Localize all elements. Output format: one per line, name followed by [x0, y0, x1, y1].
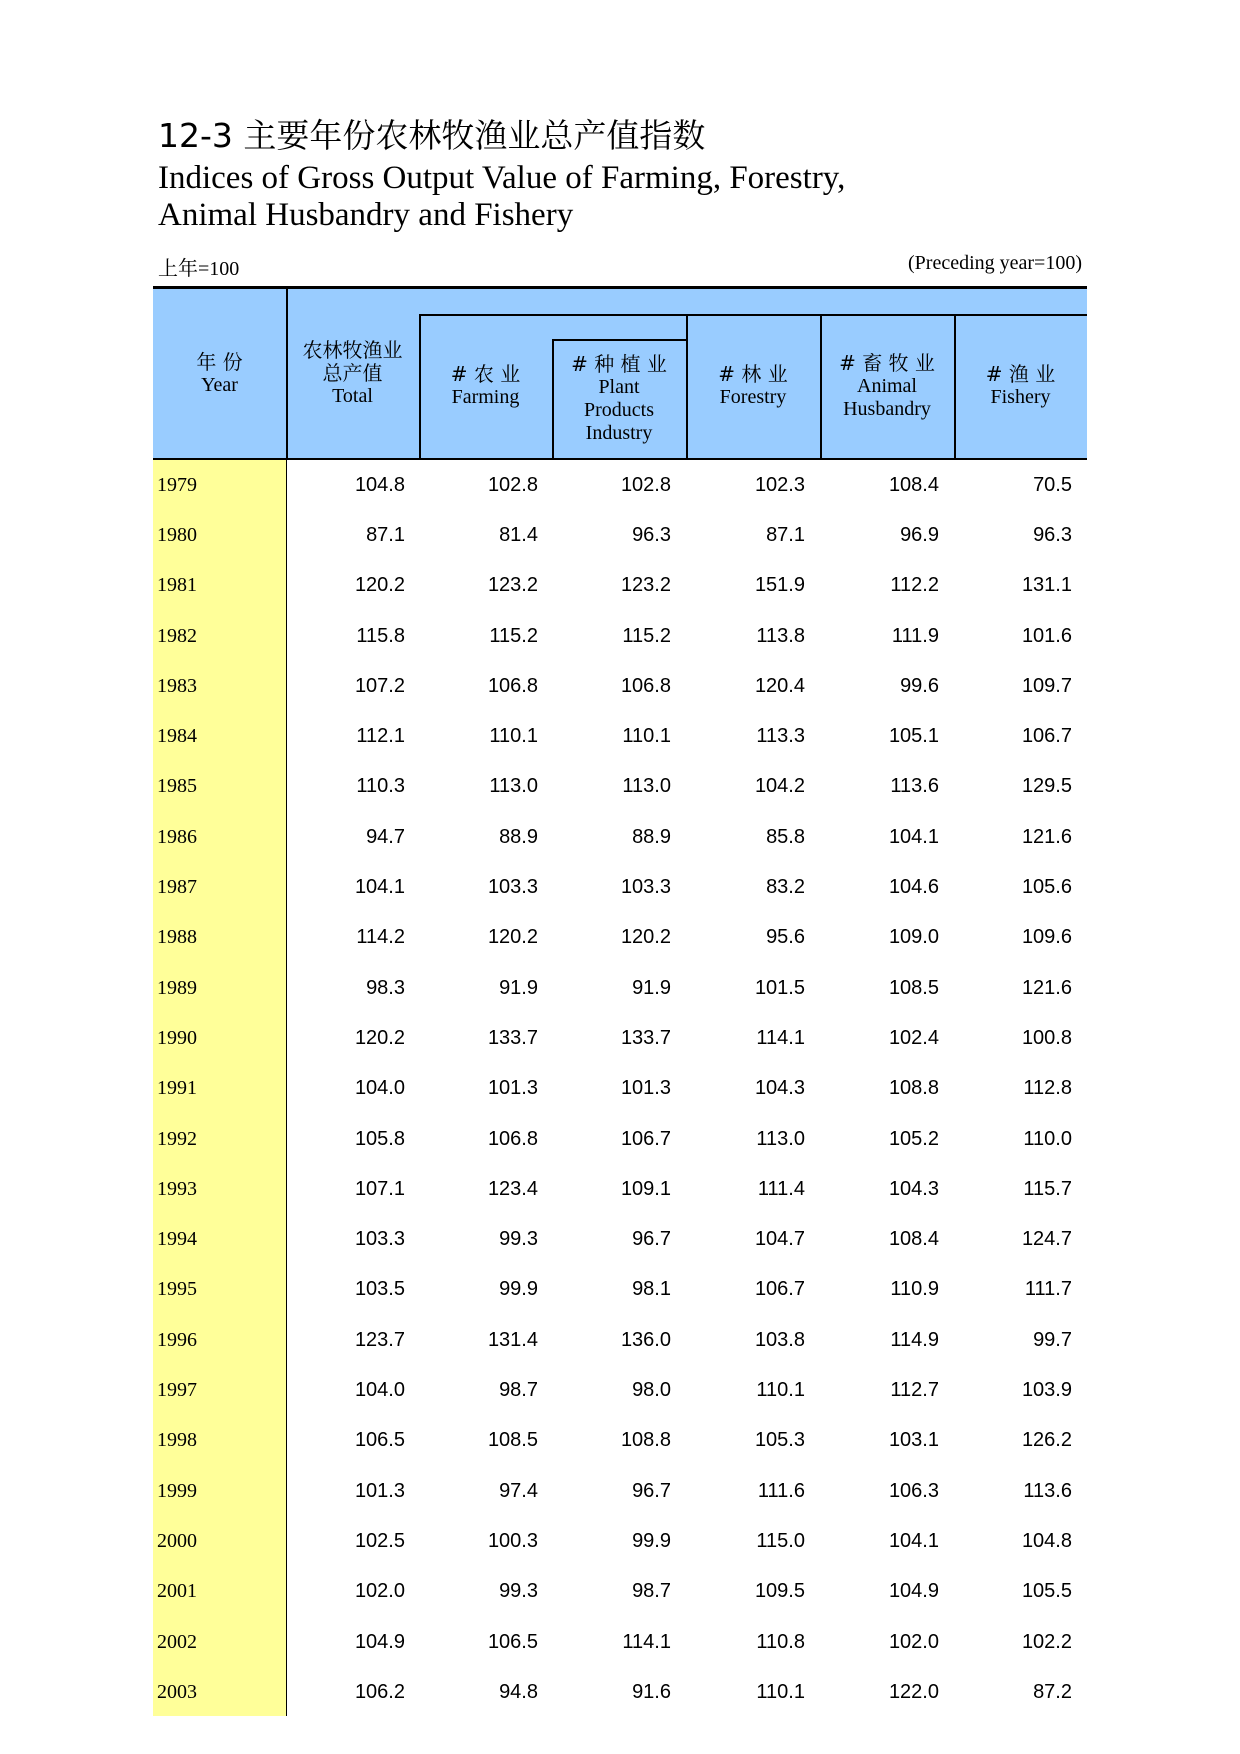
table-row — [153, 913, 1087, 963]
cell-total: 106.5 — [354, 1429, 405, 1452]
table-row — [153, 1315, 1087, 1365]
cell-farming: 81.4 — [499, 523, 538, 546]
header-forestry-en: Forestry — [719, 386, 787, 408]
cell-fishery: 105.6 — [1021, 876, 1072, 899]
cell-forestry: 104.2 — [754, 775, 805, 798]
cell-total: 112.1 — [356, 725, 405, 748]
header-subgroup-line — [552, 339, 686, 341]
cell-plant: 96.7 — [632, 1479, 671, 1502]
cell-animal: 99.6 — [900, 674, 939, 697]
cell-plant: 88.9 — [632, 825, 671, 848]
cell-animal: 104.3 — [888, 1177, 939, 1200]
table-row — [153, 1617, 1087, 1667]
header-divider — [686, 314, 688, 458]
cell-forestry: 113.3 — [756, 725, 805, 748]
table-row — [153, 1013, 1087, 1063]
cell-forestry: 114.1 — [756, 1026, 805, 1049]
cell-plant: 98.7 — [632, 1580, 671, 1603]
cell-farming: 98.7 — [499, 1379, 538, 1402]
header-fishery-en: Fishery — [990, 386, 1051, 408]
table-row — [153, 661, 1087, 711]
cell-plant: 101.3 — [620, 1077, 671, 1100]
cell-fishery: 113.6 — [1023, 1479, 1072, 1502]
cell-year: 2000 — [157, 1529, 197, 1552]
header-fishery — [954, 314, 1087, 458]
cell-fishery: 104.8 — [1021, 1529, 1072, 1552]
cell-year: 1990 — [157, 1026, 197, 1049]
header-forestry-cn: # 林 业 — [718, 362, 788, 386]
cell-plant: 133.7 — [620, 1026, 671, 1049]
header-animal-en1: Animal — [857, 374, 917, 397]
cell-forestry: 106.7 — [754, 1278, 805, 1301]
cell-forestry: 110.8 — [756, 1630, 805, 1653]
cell-forestry: 109.5 — [754, 1580, 805, 1603]
cell-fishery: 121.6 — [1021, 825, 1072, 848]
header-plant-en2: Products — [584, 398, 654, 421]
table-row — [153, 1466, 1087, 1516]
table-row — [153, 963, 1087, 1013]
cell-animal: 113.6 — [890, 775, 939, 798]
cell-plant: 98.1 — [632, 1278, 671, 1301]
cell-plant: 98.0 — [632, 1379, 671, 1402]
header-divider — [954, 314, 956, 458]
header-year-cn: 年 份 — [196, 349, 243, 374]
cell-animal: 106.3 — [888, 1479, 939, 1502]
cell-animal: 104.1 — [888, 825, 939, 848]
cell-year: 1980 — [157, 523, 197, 546]
cell-animal: 108.5 — [888, 976, 939, 999]
cell-total: 107.1 — [354, 1177, 405, 1200]
cell-forestry: 110.1 — [756, 1680, 805, 1703]
cell-forestry: 111.4 — [757, 1177, 805, 1200]
cell-farming: 94.8 — [499, 1680, 538, 1703]
cell-farming: 100.3 — [487, 1529, 538, 1552]
cell-forestry: 104.3 — [754, 1077, 805, 1100]
cell-year: 1988 — [157, 926, 197, 949]
cell-fishery: 109.7 — [1021, 674, 1072, 697]
cell-plant: 136.0 — [620, 1328, 671, 1351]
table-row — [153, 862, 1087, 912]
header-plant-en3: Industry — [585, 421, 653, 444]
header-total-en: Total — [332, 385, 373, 407]
cell-forestry: 102.3 — [754, 473, 805, 496]
header-divider — [552, 339, 554, 458]
cell-year: 1994 — [157, 1228, 197, 1251]
cell-total: 107.2 — [354, 674, 405, 697]
header-year-en: Year — [201, 373, 238, 396]
header-plant-cn: # 种 植 业 — [571, 351, 667, 376]
cell-farming: 113.0 — [489, 775, 538, 798]
cell-animal: 111.9 — [891, 624, 939, 647]
header-divider — [820, 314, 822, 458]
cell-forestry: 87.1 — [766, 523, 805, 546]
cell-total: 123.7 — [354, 1328, 405, 1351]
cell-forestry: 85.8 — [766, 825, 805, 848]
cell-fishery: 121.6 — [1021, 976, 1072, 999]
cell-total: 120.2 — [354, 574, 405, 597]
cell-year: 1979 — [157, 473, 197, 496]
cell-fishery: 103.9 — [1021, 1379, 1072, 1402]
cell-animal: 96.9 — [900, 523, 939, 546]
cell-total: 103.3 — [354, 1228, 405, 1251]
cell-forestry: 111.6 — [757, 1479, 805, 1502]
cell-fishery: 129.5 — [1021, 775, 1072, 798]
header-farming — [419, 314, 552, 458]
cell-year: 2003 — [157, 1680, 197, 1703]
cell-farming: 115.2 — [489, 624, 538, 647]
cell-year: 1992 — [157, 1127, 197, 1150]
cell-year: 1991 — [157, 1077, 197, 1100]
unit-cn: 上年=100 — [158, 258, 240, 280]
cell-plant: 115.2 — [622, 624, 671, 647]
cell-fishery: 115.7 — [1023, 1177, 1072, 1200]
table-row — [153, 1215, 1087, 1265]
cell-farming: 106.8 — [487, 1127, 538, 1150]
table-row — [153, 812, 1087, 862]
cell-fishery: 124.7 — [1021, 1228, 1072, 1251]
table-row — [153, 611, 1087, 661]
header-farming-en: Farming — [451, 386, 520, 408]
title-en — [158, 160, 845, 234]
cell-farming: 123.2 — [487, 574, 538, 597]
header-divider — [419, 314, 421, 458]
unit-en: (Preceding year=100) — [908, 252, 1082, 274]
cell-farming: 120.2 — [487, 926, 538, 949]
cell-year: 1998 — [157, 1429, 197, 1452]
header-total — [286, 289, 419, 458]
cell-forestry: 115.0 — [756, 1529, 805, 1552]
cell-plant: 96.3 — [632, 523, 671, 546]
cell-total: 104.0 — [354, 1077, 405, 1100]
cell-forestry: 110.1 — [756, 1379, 805, 1402]
cell-year: 1993 — [157, 1177, 197, 1200]
cell-farming: 106.8 — [487, 674, 538, 697]
cell-fishery: 96.3 — [1033, 523, 1072, 546]
cell-fishery: 109.6 — [1021, 926, 1072, 949]
table-row — [153, 460, 1087, 510]
table-header — [153, 286, 1087, 460]
cell-forestry: 151.9 — [754, 574, 805, 597]
header-total-cn2: 总产值 — [322, 361, 383, 385]
cell-fishery: 106.7 — [1021, 725, 1072, 748]
cell-plant: 91.6 — [632, 1680, 671, 1703]
cell-forestry: 105.3 — [754, 1429, 805, 1452]
cell-total: 102.0 — [354, 1580, 405, 1603]
header-animal-en2: Husbandry — [843, 397, 931, 420]
cell-total: 104.9 — [354, 1630, 405, 1653]
cell-animal: 104.1 — [888, 1529, 939, 1552]
cell-farming: 108.5 — [487, 1429, 538, 1452]
header-divider — [286, 289, 288, 458]
header-group-line — [419, 314, 1087, 316]
cell-animal: 104.9 — [888, 1580, 939, 1603]
cell-year: 1981 — [157, 574, 197, 597]
cell-farming: 123.4 — [487, 1177, 538, 1200]
table-row — [153, 1567, 1087, 1617]
table-row — [153, 1064, 1087, 1114]
cell-farming: 101.3 — [487, 1077, 538, 1100]
cell-total: 87.1 — [366, 523, 405, 546]
cell-plant: 96.7 — [632, 1228, 671, 1251]
cell-forestry: 113.8 — [756, 624, 805, 647]
cell-plant: 103.3 — [620, 876, 671, 899]
cell-year: 1986 — [157, 825, 197, 848]
table-row — [153, 1667, 1087, 1717]
cell-forestry: 104.7 — [754, 1228, 805, 1251]
cell-fishery: 99.7 — [1033, 1328, 1072, 1351]
cell-year: 1983 — [157, 674, 197, 697]
header-forestry — [686, 314, 820, 458]
cell-animal: 102.0 — [888, 1630, 939, 1653]
cell-plant: 106.7 — [620, 1127, 671, 1150]
cell-fishery: 70.5 — [1033, 473, 1072, 496]
header-plant-en1: Plant — [598, 375, 640, 398]
cell-farming: 103.3 — [487, 876, 538, 899]
cell-fishery: 131.1 — [1021, 574, 1072, 597]
table-row — [153, 1365, 1087, 1415]
cell-animal: 110.9 — [890, 1278, 939, 1301]
cell-farming: 99.9 — [499, 1278, 538, 1301]
cell-plant: 108.8 — [620, 1429, 671, 1452]
cell-total: 115.8 — [356, 624, 405, 647]
cell-plant: 113.0 — [622, 775, 671, 798]
cell-plant: 109.1 — [620, 1177, 671, 1200]
cell-year: 1987 — [157, 876, 197, 899]
table-row — [153, 1516, 1087, 1566]
cell-forestry: 113.0 — [756, 1127, 805, 1150]
cell-total: 101.3 — [354, 1479, 405, 1502]
cell-animal: 102.4 — [888, 1026, 939, 1049]
cell-plant: 110.1 — [622, 725, 671, 748]
cell-total: 120.2 — [354, 1026, 405, 1049]
cell-fishery: 87.2 — [1033, 1680, 1072, 1703]
cell-fishery: 101.6 — [1021, 624, 1072, 647]
header-plant — [552, 339, 686, 458]
cell-animal: 114.9 — [890, 1328, 939, 1351]
table-row — [153, 510, 1087, 560]
title-en-line2: Animal Husbandry and Fishery — [158, 197, 574, 233]
table-row — [153, 1114, 1087, 1164]
cell-year: 1982 — [157, 624, 197, 647]
cell-fishery: 110.0 — [1023, 1127, 1072, 1150]
cell-animal: 105.2 — [888, 1127, 939, 1150]
cell-plant: 99.9 — [632, 1529, 671, 1552]
cell-total: 105.8 — [354, 1127, 405, 1150]
cell-year: 1999 — [157, 1479, 197, 1502]
cell-total: 104.8 — [354, 473, 405, 496]
header-fishery-cn: # 渔 业 — [985, 362, 1056, 386]
cell-year: 1985 — [157, 775, 197, 798]
cell-total: 104.1 — [354, 876, 405, 899]
cell-animal: 108.4 — [888, 1228, 939, 1251]
cell-farming: 131.4 — [487, 1328, 538, 1351]
cell-year: 2002 — [157, 1630, 197, 1653]
cell-plant: 91.9 — [632, 976, 671, 999]
cell-forestry: 95.6 — [766, 926, 805, 949]
cell-plant: 114.1 — [622, 1630, 671, 1653]
table-row — [153, 1164, 1087, 1214]
cell-total: 106.2 — [354, 1680, 405, 1703]
cell-animal: 112.2 — [890, 574, 939, 597]
cell-year: 1995 — [157, 1278, 197, 1301]
cell-fishery: 111.7 — [1024, 1278, 1072, 1301]
cell-total: 94.7 — [366, 825, 405, 848]
cell-year: 1996 — [157, 1328, 197, 1351]
cell-farming: 106.5 — [487, 1630, 538, 1653]
cell-farming: 102.8 — [487, 473, 538, 496]
cell-farming: 99.3 — [499, 1580, 538, 1603]
table-row — [153, 561, 1087, 611]
header-year — [153, 289, 286, 458]
cell-animal: 112.7 — [890, 1379, 939, 1402]
cell-fishery: 112.8 — [1023, 1077, 1072, 1100]
cell-farming: 99.3 — [499, 1228, 538, 1251]
cell-animal: 108.4 — [888, 473, 939, 496]
cell-year: 2001 — [157, 1580, 197, 1603]
cell-fishery: 102.2 — [1021, 1630, 1072, 1653]
cell-total: 103.5 — [354, 1278, 405, 1301]
cell-animal: 109.0 — [888, 926, 939, 949]
title-en-line1: Indices of Gross Output Value of Farming, Forestry, — [158, 160, 846, 196]
cell-total: 102.5 — [354, 1529, 405, 1552]
cell-forestry: 83.2 — [766, 876, 805, 899]
cell-farming: 133.7 — [487, 1026, 538, 1049]
cell-animal: 105.1 — [888, 725, 939, 748]
cell-fishery: 105.5 — [1021, 1580, 1072, 1603]
cell-total: 98.3 — [366, 976, 405, 999]
cell-total: 110.3 — [356, 775, 405, 798]
cell-year: 1984 — [157, 725, 197, 748]
cell-year: 1989 — [157, 976, 197, 999]
cell-farming: 110.1 — [489, 725, 538, 748]
table-row — [153, 1265, 1087, 1315]
table-row — [153, 762, 1087, 812]
cell-year: 1997 — [157, 1379, 197, 1402]
cell-forestry: 120.4 — [754, 674, 805, 697]
cell-farming: 97.4 — [499, 1479, 538, 1502]
header-animal — [820, 314, 954, 458]
header-animal-cn: # 畜 牧 业 — [839, 350, 935, 375]
header-total-cn1: 农林牧渔业 — [302, 338, 403, 362]
cell-animal: 108.8 — [888, 1077, 939, 1100]
cell-animal: 104.6 — [888, 876, 939, 899]
table-row — [153, 712, 1087, 762]
cell-fishery: 126.2 — [1021, 1429, 1072, 1452]
cell-plant: 123.2 — [620, 574, 671, 597]
cell-total: 104.0 — [354, 1379, 405, 1402]
cell-forestry: 101.5 — [754, 976, 805, 999]
header-farming-cn: # 农 业 — [450, 362, 521, 386]
cell-animal: 122.0 — [888, 1680, 939, 1703]
cell-forestry: 103.8 — [754, 1328, 805, 1351]
cell-farming: 91.9 — [499, 976, 538, 999]
table-row — [153, 1416, 1087, 1466]
cell-farming: 88.9 — [499, 825, 538, 848]
cell-animal: 103.1 — [888, 1429, 939, 1452]
cell-total: 114.2 — [356, 926, 405, 949]
cell-fishery: 100.8 — [1021, 1026, 1072, 1049]
cell-plant: 106.8 — [620, 674, 671, 697]
title-cn: 12-3 主要年份农林牧渔业总产值指数 — [158, 116, 706, 155]
cell-plant: 120.2 — [620, 926, 671, 949]
cell-plant: 102.8 — [620, 473, 671, 496]
